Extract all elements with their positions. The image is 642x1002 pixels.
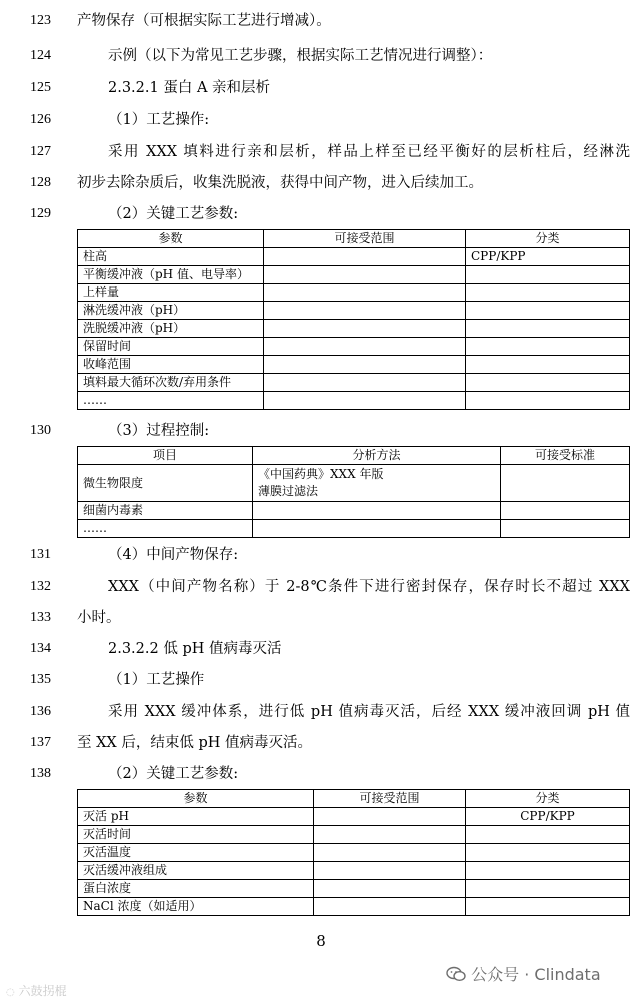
line-number: 131 bbox=[30, 547, 51, 562]
table-cell bbox=[314, 844, 466, 862]
table-cell bbox=[466, 338, 630, 356]
table-cell bbox=[466, 862, 630, 880]
table-cell: 灭活 pH bbox=[78, 808, 314, 826]
line-125 bbox=[0, 76, 642, 100]
line-137 bbox=[0, 731, 642, 755]
table-cell bbox=[264, 392, 466, 410]
line-text: 至 XX 后，结束低 pH 值病毒灭活。 bbox=[77, 735, 313, 751]
line-text: 采用 XXX 填料进行亲和层析，样品上样至已经平衡好的层析柱后，经淋洗 bbox=[108, 144, 630, 160]
table-cell bbox=[253, 465, 501, 502]
line-text: 示例（以下为常见工艺步骤，根据实际工艺情况进行调整）： bbox=[108, 48, 493, 64]
table-cell: …… bbox=[78, 392, 264, 410]
method-line: 薄膜过滤法 bbox=[258, 484, 319, 498]
line-132 bbox=[0, 575, 642, 599]
table-header: 可接受范围 bbox=[314, 790, 466, 808]
table-cell: 平衡缓冲液（pH 值、电导率） bbox=[78, 266, 264, 284]
line-number: 124 bbox=[30, 48, 51, 63]
table-row bbox=[78, 356, 630, 374]
method-line: 《中国药典》XXX 年版 bbox=[258, 467, 384, 481]
table-cell: 收峰范围 bbox=[78, 356, 264, 374]
line-text: 产物保存（可根据实际工艺进行增减）。 bbox=[77, 13, 331, 29]
table-row bbox=[78, 266, 630, 284]
table-cell bbox=[253, 502, 501, 520]
line-text: 小时。 bbox=[77, 610, 121, 626]
table-cell: 淋洗缓冲液（pH） bbox=[78, 302, 264, 320]
table-cell bbox=[501, 465, 630, 502]
line-number: 126 bbox=[30, 112, 51, 127]
table-row bbox=[78, 520, 630, 538]
table-cell bbox=[314, 898, 466, 916]
table-cell: 灭活缓冲液组成 bbox=[78, 862, 314, 880]
table-cell bbox=[314, 826, 466, 844]
table-row bbox=[78, 392, 630, 410]
line-123 bbox=[0, 9, 642, 33]
watermark-logo-icon: ◌ bbox=[6, 987, 15, 998]
table-header: 分类 bbox=[466, 790, 630, 808]
line-126 bbox=[0, 108, 642, 132]
line-text: 采用 XXX 缓冲体系，进行低 pH 值病毒灭活，后经 XXX 缓冲液回调 pH 值 bbox=[108, 704, 630, 720]
table-cell: 上样量 bbox=[78, 284, 264, 302]
line-number: 123 bbox=[30, 13, 51, 28]
line-number: 132 bbox=[30, 579, 51, 594]
line-text: （3）过程控制: bbox=[108, 423, 210, 439]
table-row bbox=[78, 338, 630, 356]
line-129 bbox=[0, 202, 642, 226]
table-cell bbox=[466, 284, 630, 302]
table-header: 可接受范围 bbox=[264, 230, 466, 248]
watermark-right bbox=[446, 962, 601, 985]
table-cell bbox=[264, 248, 466, 266]
table-row bbox=[78, 826, 630, 844]
watermark-separator: · bbox=[524, 965, 530, 984]
table-row bbox=[78, 898, 630, 916]
line-128 bbox=[0, 171, 642, 195]
table-cell: 柱高 bbox=[78, 248, 264, 266]
table-cell bbox=[466, 302, 630, 320]
page-number: 8 bbox=[316, 932, 326, 950]
table-cell bbox=[466, 320, 630, 338]
line-number: 125 bbox=[30, 80, 51, 95]
line-number: 136 bbox=[30, 704, 51, 719]
watermark-left bbox=[6, 982, 67, 999]
table-cell bbox=[466, 880, 630, 898]
line-131 bbox=[0, 543, 642, 567]
line-127 bbox=[0, 140, 642, 164]
line-number: 133 bbox=[30, 610, 51, 625]
table-cell bbox=[264, 338, 466, 356]
line-number: 130 bbox=[30, 423, 51, 438]
table-header: 参数 bbox=[78, 230, 264, 248]
table-row bbox=[78, 284, 630, 302]
section-heading: 2.3.2.2 低 pH 值病毒灭活 bbox=[108, 641, 282, 657]
table-header: 项目 bbox=[78, 447, 253, 465]
table-cell bbox=[264, 302, 466, 320]
line-text: （4）中间产物保存: bbox=[108, 547, 239, 563]
table-cell bbox=[253, 520, 501, 538]
table-cell bbox=[264, 374, 466, 392]
table-cell bbox=[466, 374, 630, 392]
line-text: XXX（中间产物名称）于 2-8℃条件下进行密封保存，保存时长不超过 XXX bbox=[108, 579, 630, 595]
table-cell: 灭活时间 bbox=[78, 826, 314, 844]
table-row bbox=[78, 302, 630, 320]
table-cell bbox=[466, 356, 630, 374]
critical-parameters-table-2 bbox=[77, 789, 630, 916]
table-row bbox=[78, 808, 630, 826]
table-cell: 洗脱缓冲液（pH） bbox=[78, 320, 264, 338]
table-cell: CPP/KPP bbox=[466, 248, 630, 266]
line-number: 129 bbox=[30, 206, 51, 221]
table-cell bbox=[264, 356, 466, 374]
table-cell bbox=[466, 898, 630, 916]
table-cell: 保留时间 bbox=[78, 338, 264, 356]
table-cell bbox=[264, 320, 466, 338]
line-134 bbox=[0, 637, 642, 661]
line-text: （2）关键工艺参数: bbox=[108, 766, 239, 782]
line-number: 137 bbox=[30, 735, 51, 750]
table-row bbox=[78, 844, 630, 862]
table-row bbox=[78, 320, 630, 338]
line-135 bbox=[0, 668, 642, 692]
table-row bbox=[78, 374, 630, 392]
line-138 bbox=[0, 762, 642, 786]
table-cell: 填料最大循环次数/弃用条件 bbox=[78, 374, 264, 392]
table-cell: NaCl 浓度（如适用） bbox=[78, 898, 314, 916]
watermark-label: 公众号 bbox=[471, 965, 520, 984]
process-control-table bbox=[77, 446, 630, 538]
table-cell bbox=[314, 880, 466, 898]
line-136 bbox=[0, 700, 642, 724]
table-cell bbox=[466, 844, 630, 862]
critical-parameters-table-1 bbox=[77, 229, 630, 410]
table-cell bbox=[264, 266, 466, 284]
table-cell bbox=[501, 520, 630, 538]
table-header: 分类 bbox=[466, 230, 630, 248]
table-cell: 微生物限度 bbox=[78, 465, 253, 502]
watermark-left-text: 六鼓拐棍 bbox=[18, 984, 67, 998]
table-cell: CPP/KPP bbox=[466, 808, 630, 826]
line-130 bbox=[0, 419, 642, 443]
table-row bbox=[78, 880, 630, 898]
table-header: 可接受标准 bbox=[501, 447, 630, 465]
table-cell bbox=[466, 266, 630, 284]
table-cell bbox=[501, 502, 630, 520]
line-number: 134 bbox=[30, 641, 51, 656]
table-row bbox=[78, 248, 630, 266]
table-row bbox=[78, 502, 630, 520]
line-124 bbox=[0, 44, 642, 68]
table-row bbox=[78, 862, 630, 880]
line-text: （2）关键工艺参数: bbox=[108, 206, 239, 222]
section-heading: 2.3.2.1 蛋白 A 亲和层析 bbox=[108, 80, 271, 96]
line-text: （1）工艺操作: bbox=[108, 112, 210, 128]
watermark-account-name: Clindata bbox=[534, 965, 601, 984]
table-cell bbox=[264, 284, 466, 302]
table-cell: 蛋白浓度 bbox=[78, 880, 314, 898]
line-number: 138 bbox=[30, 766, 51, 781]
line-number: 135 bbox=[30, 672, 51, 687]
line-number: 128 bbox=[30, 175, 51, 190]
table-cell bbox=[314, 808, 466, 826]
line-number: 127 bbox=[30, 144, 51, 159]
table-header: 参数 bbox=[78, 790, 314, 808]
table-cell bbox=[466, 392, 630, 410]
table-cell bbox=[466, 826, 630, 844]
line-133 bbox=[0, 606, 642, 630]
line-text: 初步去除杂质后，收集洗脱液，获得中间产物，进入后续加工。 bbox=[77, 175, 483, 191]
table-cell: …… bbox=[78, 520, 253, 538]
wechat-icon bbox=[446, 966, 466, 982]
table-cell bbox=[314, 862, 466, 880]
line-text: （1）工艺操作 bbox=[108, 672, 205, 688]
table-row bbox=[78, 465, 630, 502]
table-cell: 灭活温度 bbox=[78, 844, 314, 862]
table-cell: 细菌内毒素 bbox=[78, 502, 253, 520]
table-header: 分析方法 bbox=[253, 447, 501, 465]
